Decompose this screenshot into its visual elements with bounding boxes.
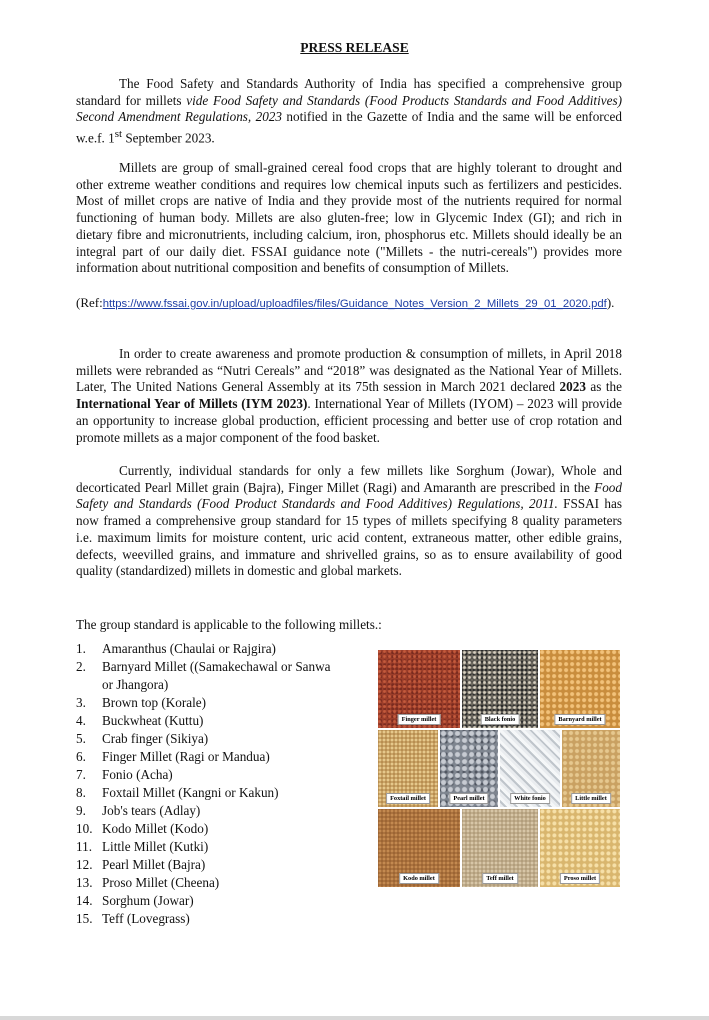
list-intro: The group standard is applicable to the following millets.: [76,617,382,632]
para1-text-a: The Food Safety and Standards Authority of India has specified a comprehensive group standard for millets [76,76,622,108]
list-item-name: Kodo Millet (Kodo) [102,821,209,836]
reference-line [76,295,622,313]
black-fonio-photo [462,650,538,728]
pearl-millet-photo [440,730,498,807]
list-item-number: 4. [76,713,86,728]
paragraph-fssai-standard [76,76,622,147]
list-item-number: 1. [76,641,86,656]
para4-text-a: Currently, individual standards for only a few millets like Sorghum (Jowar), Whole and decorticated Pearl Millet grain (Bajra), Finger Millet (Ragi) and Amaranth are prescribed in the [76,463,622,495]
list-item-name: Amaranthus (Chaulai or Rajgira) [102,641,276,656]
page-title: PRESS RELEASE [300,40,409,55]
list-item [76,784,336,802]
list-item-number: 2. [76,659,86,674]
foxtail-millet-photo [378,730,438,807]
list-item-number: 14. [76,893,93,908]
list-item-name: Foxtail Millet (Kangni or Kakun) [102,785,279,800]
white-fonio-photo [500,730,560,807]
teff-millet-photo [462,809,538,887]
list-item [76,874,336,892]
guidance-note-link[interactable]: https://www.fssai.gov.in/upload/uploadfiles/files/Guidance_Notes_Version_2_Millets_29_01_2020.pdf [102,298,607,310]
photo-label: Proso millet [560,873,600,884]
list-item-number: 9. [76,803,86,818]
list-item-name: Little Millet (Kutki) [102,839,209,854]
photo-label: Foxtail millet [386,793,430,804]
list-item [76,802,336,820]
list-item-name: Sorghum (Jowar) [102,893,194,908]
photo-label: Kodo millet [399,873,439,884]
para2-text: Millets are group of small-grained cereal food crops that are highly tolerant to drought and other extreme weather conditions and requires low chemical inputs such as fertilizers and pesticides. Most of millet crops are native of India and they provide most of the nutrients required for normal functioning of human body. Millets are also gluten-free; low in Glycemic Index (GI); and rich in dietary fibre and micronutrients, including calcium, iron, phosphorus etc. Millets should ideally be an integral part of our daily diet. FSSAI guidance note ("Millets - the nutri-cereals") provides more information about nutritional composition and benefits of consumption of Millets. [76,160,622,276]
photo-label: Barnyard millet [554,714,605,725]
list-item-number: 11. [76,839,92,854]
list-item-number: 7. [76,767,86,782]
list-item [76,730,336,748]
list-item [76,892,336,910]
list-item [76,910,336,928]
para3-text-c: as the [585,379,622,395]
list-item-name: Brown top (Korale) [102,695,207,710]
barnyard-millet-photo [540,650,620,728]
list-item [76,640,336,658]
para3-text-a: In order to create awareness and promote production & consumption of millets, in April 2018 millets were rebranded as “Nutri Cereals” and “2018” was designated as the National Year of Millets. Later, The United Nations General Assembly at its 75th session in March 2021 declared [76,346,622,395]
list-item-number: 15. [76,911,93,926]
list-item-number: 3. [76,695,86,710]
para4-text-c: FSSAI has now framed a comprehensive group standard for 15 types of millets specifying 8 quality parameters i.e. maximum limits for moisture content, uric acid content, extraneous matter, other edible grains, defects, weevilled grains, and immature and shrivelled grains, so as to ensure availability of good quality (standardized) millets in domestic and global markets. [76,496,622,579]
little-millet-photo [562,730,620,807]
ref-suffix: ). [606,295,615,310]
list-item-name: Fonio (Acha) [102,767,173,782]
list-item-name: Proso Millet (Cheena) [102,875,220,890]
list-item [76,658,336,694]
list-item-number: 10. [76,821,93,836]
photo-label: White fonio [510,793,550,804]
para1-text-d: September 2023. [122,130,215,146]
list-item-name: Crab finger (Sikiya) [102,731,209,746]
list-item-name: Pearl Millet (Bajra) [102,857,206,872]
list-item [76,838,336,856]
regulation-name: vide Food Safety and Standards (Food Products Standards and Food Additives) Second Amendment Regulations, 2023 [76,92,622,125]
list-item [76,820,336,838]
iym-highlight: International Year of Millets (IYM 2023) [76,396,308,412]
photo-label: Black fonio [481,714,520,725]
list-item-name: Teff (Lovegrass) [102,911,190,926]
paragraph-group-standard [76,463,622,580]
list-item-number: 8. [76,785,86,800]
list-item [76,856,336,874]
list-item-number: 5. [76,731,86,746]
regulation-2011-name: Food Safety and Standards (Food Product Standards and Food Additives) Regulations, 2011. [76,479,622,512]
millet-list [76,640,336,928]
ref-prefix: (Ref: [76,295,103,310]
list-item [76,766,336,784]
list-item-name: Buckwheat (Kuttu) [102,713,204,728]
kodo-millet-photo [378,809,460,887]
year-highlight: 2023 [559,379,586,395]
list-item [76,748,336,766]
paragraph-millets-intro [76,160,622,277]
list-item-number: 6. [76,749,86,764]
para1-text-c: notified in the Gazette of India and the same will be enforced w.e.f. 1 [76,109,622,146]
date-superscript: st [114,128,123,141]
photo-label: Pearl millet [449,793,488,804]
list-item [76,712,336,730]
list-item [76,694,336,712]
list-item-number: 12. [76,857,93,872]
finger-millet-photo [378,650,460,728]
list-item-name: Barnyard Millet ((Samakechawal or Sanwa or Jhangora) [102,659,331,692]
paragraph-iym-2023 [76,346,622,446]
photo-label: Finger millet [398,714,441,725]
list-item-name: Job's tears (Adlay) [102,803,201,818]
page-bottom-edge [0,1016,709,1020]
para3-text-e: . International Year of Millets (IYOM) – 2023 will provide an opportunity to increase global production, efficient processing and better use of crop rotation and promote millets as a major component of the food basket. [76,396,622,445]
photo-label: Little millet [571,793,611,804]
list-item-name: Finger Millet (Ragi or Mandua) [102,749,270,764]
list-item-number: 13. [76,875,93,890]
millet-photo-grid [378,650,620,887]
proso-millet-photo [540,809,620,887]
photo-label: Teff millet [482,873,518,884]
